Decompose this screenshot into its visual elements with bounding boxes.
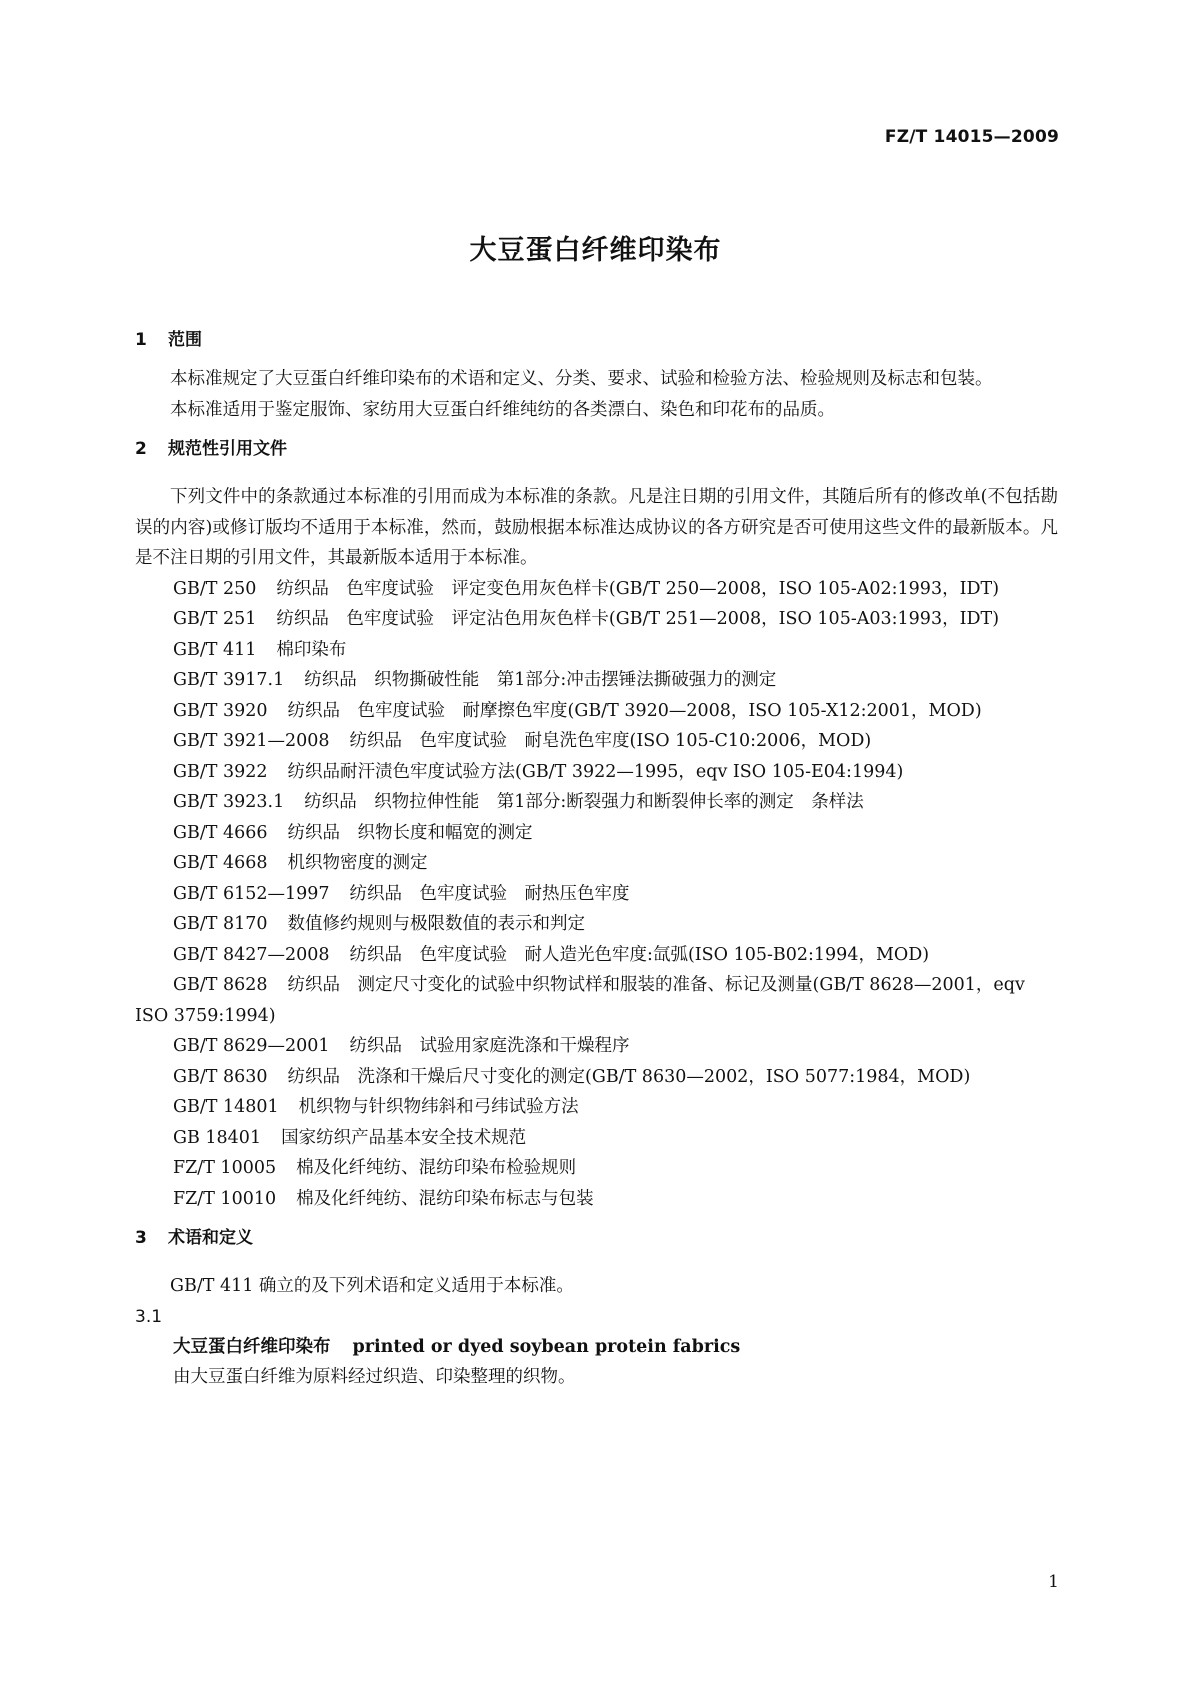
reference-title: 纺织品 色牢度试验 耐人造光色牢度:氙弧(ISO 105-B02:1994，MOD) [349, 944, 930, 965]
reference-item [173, 1123, 1058, 1154]
reference-title: 棉及化纤纯纺、混纺印染布标志与包装 [296, 1188, 594, 1209]
reference-title: 纺织品 织物长度和幅宽的测定 [287, 822, 533, 843]
reference-item [173, 879, 1058, 910]
reference-item [173, 787, 1058, 818]
reference-code: GB/T 8427—2008 [173, 944, 330, 965]
reference-item [135, 970, 1058, 1031]
reference-title: 纺织品 色牢度试验 评定沾色用灰色样卡(GB/T 251—2008，ISO 105-A03:1993，IDT) [276, 609, 1000, 629]
reference-title: 数值修约规则与极限数值的表示和判定 [287, 914, 586, 934]
reference-title: 棉及化纤纯纺、混纺印染布检验规则 [296, 1158, 577, 1178]
section-title: 范围 [168, 330, 202, 350]
reference-item [173, 818, 1058, 849]
section-number: 3 [135, 1228, 147, 1248]
clause-number: 3.1 [135, 1306, 163, 1327]
reference-code: GB 18401 [173, 1127, 262, 1148]
page-number: 1 [1048, 1572, 1059, 1592]
reference-item [173, 1184, 1058, 1215]
standard-code: FZ/T 14015—2009 [884, 127, 1059, 147]
reference-item [173, 1031, 1058, 1062]
reference-code: GB/T 411 [173, 639, 257, 660]
section-title: 术语和定义 [168, 1228, 253, 1248]
reference-code: GB/T 8630 [173, 1066, 268, 1087]
reference-code: GB/T 3917.1 [173, 670, 285, 690]
section-heading-terms-definitions [135, 1223, 1058, 1253]
section-number: 2 [135, 439, 147, 459]
reference-title: 国家纺织产品基本安全技术规范 [281, 1127, 527, 1148]
reference-title: 机织物密度的测定 [287, 853, 428, 873]
reference-item [135, 604, 1058, 635]
reference-title: 机织物与针织物纬斜和弓纬试验方法 [298, 1097, 579, 1117]
reference-code: GB/T 6152—1997 [173, 883, 330, 904]
term-entry [135, 1332, 1058, 1362]
paragraph: 下列文件中的条款通过本标准的引用而成为本标准的条款。凡是注日期的引用文件，其随后所有的修改单(不包括勘误的内容)或修订版均不适用于本标准，然而，鼓励根据本标准达成协议的各方研究是否可使用这些文件的最新版本。凡是不注日期的引用文件，其最新版本适用于本标准。 [135, 487, 1058, 568]
reference-title: 纺织品 测定尺寸变化的试验中织物试样和服装的准备、标记及测量(GB/T 8628—2001，eqv ISO 3759:1994) [135, 975, 1025, 1026]
section-number: 1 [135, 330, 147, 350]
reference-title: 纺织品 色牢度试验 评定变色用灰色样卡(GB/T 250—2008，ISO 105-A02:1993，IDT) [276, 578, 1000, 599]
reference-code: GB/T 251 [173, 609, 257, 629]
reference-item [173, 757, 1058, 788]
reference-item [173, 1062, 1058, 1093]
reference-title: 纺织品 试验用家庭洗涤和干燥程序 [349, 1036, 630, 1056]
section-heading-scope [135, 325, 1058, 355]
reference-item [173, 848, 1058, 879]
reference-code: FZ/T 10005 [173, 1158, 277, 1178]
reference-item [173, 635, 1058, 666]
reference-title: 纺织品耐汗渍色牢度试验方法(GB/T 3922—1995，eqv ISO 105-E04:1994) [287, 761, 904, 782]
term-chinese: 大豆蛋白纤维印染布 [173, 1336, 331, 1357]
reference-code: FZ/T 10010 [173, 1188, 277, 1209]
reference-code: GB/T 8628 [173, 975, 268, 995]
section-title: 规范性引用文件 [168, 439, 287, 459]
reference-title: 纺织品 织物撕破性能 第1部分:冲击摆锤法撕破强力的测定 [304, 670, 777, 690]
term-english: printed or dyed soybean protein fabrics [352, 1336, 741, 1357]
reference-code: GB/T 4668 [173, 853, 268, 873]
reference-item [173, 1153, 1058, 1184]
section-heading-normative-references [135, 434, 1058, 464]
reference-item [173, 940, 1058, 971]
reference-item [173, 909, 1058, 940]
paragraph: 本标准规定了大豆蛋白纤维印染布的术语和定义、分类、要求、试验和检验方法、检验规则及标志和包装。 [170, 369, 993, 389]
reference-item [135, 574, 1058, 605]
reference-code: GB/T 3921—2008 [173, 731, 330, 751]
reference-title: 纺织品 色牢度试验 耐热压色牢度 [349, 883, 630, 904]
reference-code: GB/T 8170 [173, 914, 268, 934]
reference-title: 纺织品 色牢度试验 耐摩擦色牢度(GB/T 3920—2008，ISO 105-X12:2001，MOD) [287, 700, 982, 721]
reference-code: GB/T 3920 [173, 700, 268, 721]
reference-code: GB/T 14801 [173, 1097, 279, 1117]
reference-code: GB/T 250 [173, 578, 257, 599]
reference-item [135, 696, 1058, 727]
reference-item [173, 1092, 1058, 1123]
reference-title: 棉印染布 [276, 639, 347, 660]
reference-code: GB/T 3923.1 [173, 792, 285, 812]
reference-code: GB/T 4666 [173, 822, 268, 843]
reference-item [173, 726, 1058, 757]
reference-code: GB/T 8629—2001 [173, 1036, 330, 1056]
reference-title: 纺织品 洗涤和干燥后尺寸变化的测定(GB/T 8630—2002，ISO 5077:1984，MOD) [287, 1066, 971, 1087]
document-body [135, 325, 1058, 1392]
paragraph: 本标准适用于鉴定服饰、家纺用大豆蛋白纤维纯纺的各类漂白、染色和印花布的品质。 [170, 399, 835, 420]
term-definition: 由大豆蛋白纤维为原料经过织造、印染整理的织物。 [173, 1366, 576, 1387]
reference-title: 纺织品 色牢度试验 耐皂洗色牢度(ISO 105-C10:2006，MOD) [349, 731, 872, 751]
reference-title: 纺织品 织物拉伸性能 第1部分:断裂强力和断裂伸长率的测定 条样法 [304, 792, 864, 812]
document-title: 大豆蛋白纤维印染布 [469, 235, 722, 266]
reference-item [173, 665, 1058, 696]
paragraph: GB/T 411 确立的及下列术语和定义适用于本标准。 [170, 1276, 574, 1296]
reference-code: GB/T 3922 [173, 761, 268, 782]
